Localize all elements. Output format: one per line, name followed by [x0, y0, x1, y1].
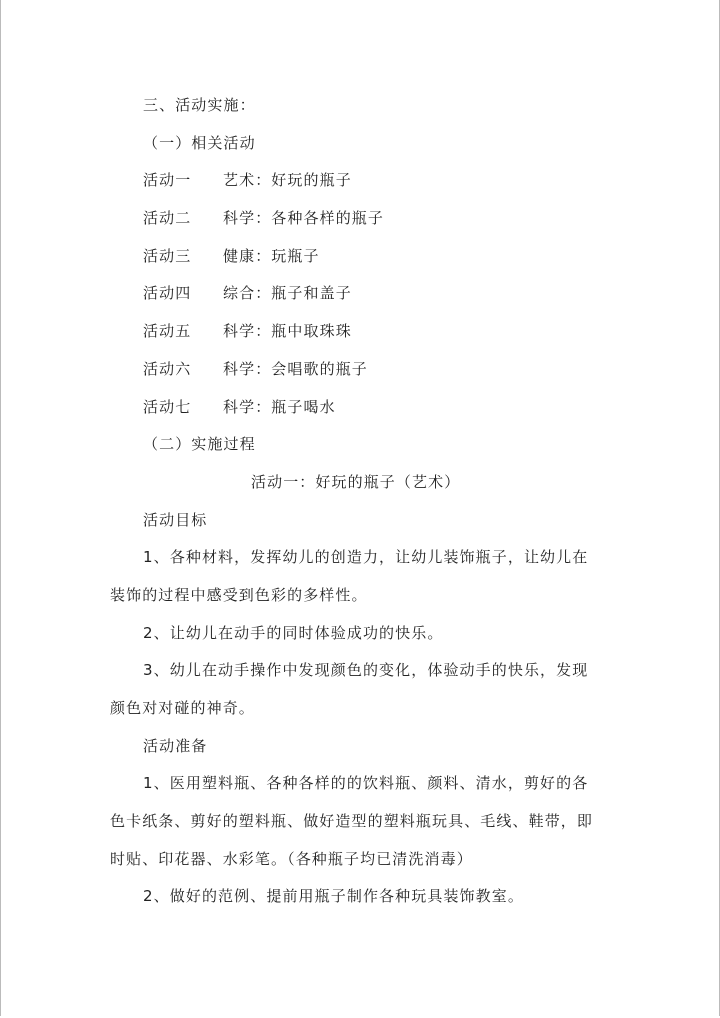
activity-list	[110, 162, 590, 426]
prep-paragraph: 1、医用塑料瓶、各种各样的的饮料瓶、颜料、清水，剪好的各	[143, 774, 589, 793]
activity-topic: 健康：玩瓶子	[223, 246, 320, 265]
prep-heading: 活动准备	[143, 736, 208, 755]
activity-topic: 科学：瓶子喝水	[223, 397, 336, 416]
prep-paragraph: 2、做好的范例、提前用瓶子制作各种玩具装饰教室。	[143, 887, 524, 906]
activity-topic: 科学：瓶中取珠珠	[223, 322, 352, 341]
goal-paragraph-cont: 装饰的过程中感受到色彩的多样性。	[110, 585, 368, 604]
activity-item	[110, 275, 590, 313]
activity-topic: 科学：各种各样的瓶子	[223, 209, 385, 228]
activity-label: 活动四	[143, 284, 192, 303]
activity-item	[110, 389, 590, 427]
activity-title: 活动一：好玩的瓶子（艺术）	[251, 472, 461, 491]
subsection-process: （二）实施过程	[143, 435, 256, 454]
activity-item	[110, 200, 590, 238]
section-title: 三、活动实施：	[143, 96, 256, 114]
activity-item	[110, 162, 590, 200]
goal-paragraph: 1、各种材料，发挥幼儿的创造力，让幼儿装饰瓶子，让幼儿在	[143, 548, 589, 567]
activity-topic: 综合：瓶子和盖子	[223, 284, 352, 303]
prep-paragraph-cont: 色卡纸条、剪好的塑料瓶、做好造型的塑料瓶玩具、毛线、鞋带，即	[110, 812, 594, 831]
document-body	[110, 87, 594, 916]
subsection-related-activities: （一）相关活动	[143, 133, 256, 152]
prep-paragraph-cont: 时贴、印花器、水彩笔。（各种瓶子均已清洗消毒）	[110, 849, 473, 868]
goal-paragraph: 2、让幼儿在动手的同时体验成功的快乐。	[143, 623, 444, 642]
activity-topic: 科学：会唱歌的瓶子	[223, 359, 368, 378]
activity-label: 活动七	[143, 397, 192, 416]
activity-item	[110, 238, 590, 276]
activity-item	[110, 313, 590, 351]
goal-paragraph: 3、幼儿在动手操作中发现颜色的变化，体验动手的快乐，发现	[143, 661, 589, 680]
goals-heading: 活动目标	[143, 510, 208, 529]
activity-label: 活动五	[143, 322, 192, 341]
goal-paragraph-cont: 颜色对对碰的神奇。	[110, 699, 255, 717]
activity-label: 活动三	[143, 246, 192, 265]
activity-label: 活动六	[143, 359, 192, 378]
activity-item	[110, 351, 590, 389]
activity-label: 活动二	[143, 209, 192, 228]
activity-label: 活动一	[143, 171, 192, 190]
activity-topic: 艺术：好玩的瓶子	[223, 171, 352, 190]
